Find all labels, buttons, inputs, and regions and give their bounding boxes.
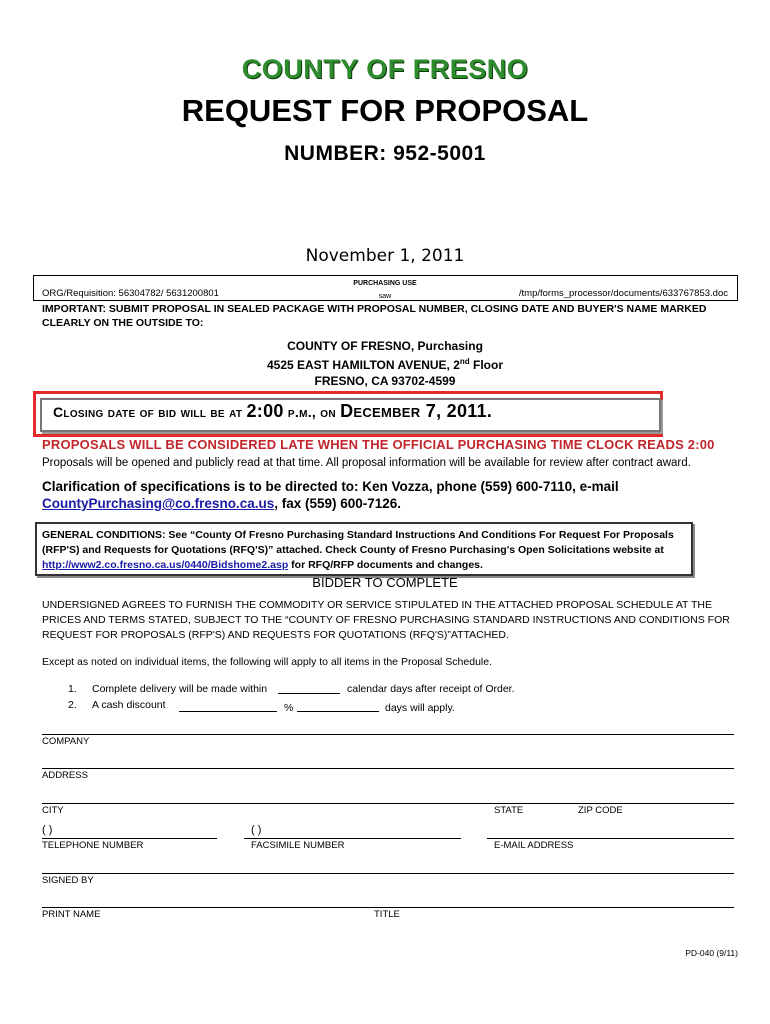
address-label: ADDRESS <box>42 770 88 781</box>
address-field[interactable] <box>42 768 734 769</box>
county-name: COUNTY OF FRESNO <box>241 54 529 84</box>
print-name-label: PRINT NAME <box>42 909 101 920</box>
city-label: CITY <box>42 805 64 816</box>
facsimile-label: FACSIMILE NUMBER <box>251 840 345 851</box>
print-name-title-field[interactable] <box>42 907 734 908</box>
address-line-2: 4525 EAST HAMILTON AVENUE, 2nd Floor <box>266 357 504 372</box>
address-line-3: FRESNO, CA 93702-4599 <box>314 374 456 388</box>
mailing-address <box>0 338 770 389</box>
email-label: E-MAIL ADDRESS <box>494 840 574 851</box>
email-field[interactable] <box>487 838 734 839</box>
state-label: STATE <box>494 805 524 816</box>
fax-area-code: ( ) <box>251 824 262 836</box>
title-label: TITLE <box>374 909 400 920</box>
document-title: REQUEST FOR PROPOSAL <box>181 93 589 128</box>
proposal-number: NUMBER: 952-5001 <box>284 142 486 165</box>
undersigned-agreement: UNDERSIGNED AGREES TO FURNISH THE COMMODITY OR SERVICE STIPULATED IN THE ATTACHED PROPOSAL SCHEDULE AT THE PRICES AND TERMS STATED, SUBJECT TO THE “COUNTY OF FRESNO PURCHASING STANDARD INSTRUCTIONS AND CONDITIONS FOR REQUEST FOR PROPOSALS (RFP'S) AND REQUESTS FOR QUOTATIONS (RFQ'S)”ATTACHED. <box>42 599 730 641</box>
company-label: COMPANY <box>42 736 90 747</box>
late-proposal-notice: PROPOSALS WILL BE CONSIDERED LATE WHEN THE OFFICIAL PURCHASING TIME CLOCK READS 2:00 <box>42 437 715 452</box>
document-path: /tmp/forms_processor/documents/633767853.doc <box>518 288 728 299</box>
purchasing-use-label: PURCHASING USE <box>353 280 417 287</box>
clarification-contact: Clarification of specifications is to be directed to: Ken Vozza, phone (559) 600-7110, e-mail CountyPurchasing@co.fresno.ca.us, fax (559) 600-7126. <box>42 479 619 511</box>
signature-field[interactable] <box>42 873 734 874</box>
buyer-initials: saw <box>378 293 392 300</box>
opening-notice: Proposals will be opened and publicly read at that time. All proposal information will be available for review after contract award. <box>42 457 691 469</box>
delivery-days-field[interactable] <box>278 693 340 694</box>
issue-date: November 1, 2011 <box>305 246 465 266</box>
city-state-zip-field[interactable] <box>42 803 734 804</box>
zip-label: ZIP CODE <box>578 805 623 816</box>
terms-list: 1. Complete delivery will be made within calendar days after receipt of Order. 2. A cash discount % days will apply. <box>68 683 515 714</box>
telephone-field[interactable] <box>42 838 217 839</box>
cash-discount-field[interactable] <box>179 711 277 712</box>
general-conditions: GENERAL CONDITIONS: See “County Of Fresno Purchasing Standard Instructions And Conditions For Request For Proposals (RFP'S) and Requests for Quotations (RFQ'S)” attached. Check County of Fresno Purchasing's Open Solicitations website at http://www2.co.fresno.ca.us/0440/Bidshome2.asp for RFQ/RFP documents and changes. <box>42 529 674 571</box>
signed-by-label: SIGNED BY <box>42 875 94 886</box>
exception-note: Except as noted on individual items, the following will apply to all items in the Proposal Schedule. <box>42 656 492 668</box>
form-id: PD-040 (9/11) <box>685 948 738 958</box>
telephone-label: TELEPHONE NUMBER <box>42 840 144 851</box>
facsimile-field[interactable] <box>244 838 461 839</box>
phone-area-code: ( ) <box>42 824 53 836</box>
discount-days-field[interactable] <box>297 711 379 712</box>
bidder-heading: BIDDER TO COMPLETE <box>312 575 458 590</box>
bids-website-link[interactable]: http://www2.co.fresno.ca.us/0440/Bidshome2.asp <box>42 559 289 571</box>
org-requisition: ORG/Requisition: 56304782/ 5631200801 <box>42 288 219 299</box>
company-field[interactable] <box>42 734 734 735</box>
closing-date-notice: Closing date of bid will be at 2:00 p.m., on December 7, 2011. <box>53 401 493 421</box>
address-line-1: COUNTY OF FRESNO, Purchasing <box>287 339 483 353</box>
purchasing-email-link[interactable]: CountyPurchasing@co.fresno.ca.us <box>42 496 275 511</box>
important-notice: IMPORTANT: SUBMIT PROPOSAL IN SEALED PACKAGE WITH PROPOSAL NUMBER, CLOSING DATE AND BUYER'S NAME MARKED CLEARLY ON THE OUTSIDE TO: <box>42 303 707 329</box>
